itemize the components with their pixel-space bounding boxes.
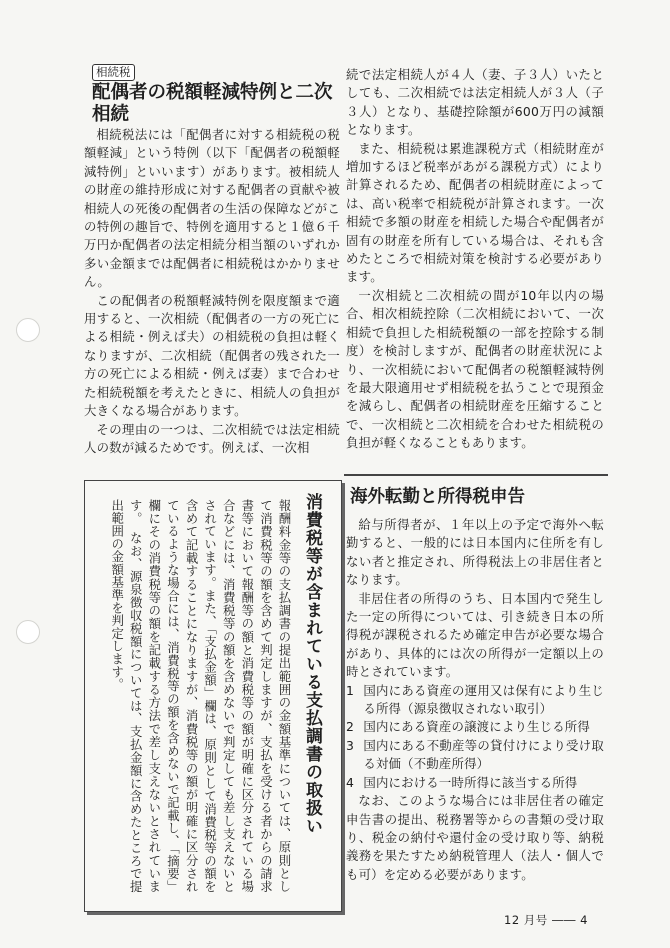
article-title-overseas-transfer: 海外転勤と所得税申告 — [350, 487, 525, 507]
list-number: 4 — [346, 774, 355, 790]
paragraph: また、相続税は累進課税方式（相続財産が増加するほど税率があがる課税方式）により計算されるため、配偶者の相続財産によっては、高い税率で相続税が計算されます。一次相続で多額の財産を相続した場合や配偶者が固有の財産を所有している場合は、それも含めたところで相続対策を検討する必要があります。 — [346, 140, 604, 285]
paragraph: その理由の一つは、二次相続では法定相続人の数が減るためです。例えば、一次相 — [84, 421, 340, 455]
list-item — [346, 774, 604, 792]
income-list — [346, 682, 604, 792]
article1-left-column — [84, 126, 340, 457]
list-item — [346, 718, 604, 736]
list-number: 2 — [346, 719, 355, 735]
article-title-spousal-tax: 配偶者の税額軽減特例と二次相続 — [92, 82, 333, 125]
paragraph: この配偶者の税額軽減特例を限度額まで適用すると、一次相続（配偶者の一方の死亡による相続・例えば夫）の相続税の負担は軽くなりますが、二次相続（配偶者の残された一方の死亡による相続・例えば妻）まで合わせた相続税額を考えたときに、相続人の負担が大きくなる場合があります。 — [84, 292, 340, 419]
list-text: 国内における一時所得に該当する所得 — [363, 774, 578, 790]
paragraph: 非居住者の所得のうち、日本国内で発生した一定の所得については、引き続き日本の所得税が課税されるため確定申告が必要な場合があり、具体的には次の所得が一定額以上の時とされています。 — [346, 590, 604, 680]
paragraph: 一次相続と二次相続の間が10年以内の場合、相次相続控除（二次相続において、一次相続で負担した相続税額の一部を控除する制度）を検討しますが、配偶者の財産状況により、一次相続において配偶者の税額軽減特例を最大限適用せず相続税を払うことで現預金を減らし、配偶者の相続財産を圧縮することで、一次相続と二次相続を合わせた相続税の負担が軽くなることもあります。 — [346, 287, 604, 451]
list-text: 国内にある資産の運用又は保有により生じる所得（源泉徴収されない取引） — [363, 682, 604, 717]
binder-hole-bottom — [16, 620, 40, 644]
list-number: 3 — [346, 737, 355, 753]
article3-column — [346, 516, 604, 884]
payment-report-box — [84, 480, 342, 912]
article2-body: 報酬料金等の支払調書の提出範囲の金額基準については、原則として消費税等の額を含めて判定しますが、支払を受ける者からの請求書等において報酬等の額と消費税等の額が明確に区分されている場合などには、消費税等の額を含めないで判定しても差し支えないとされています。また、「支払金額」欄は、原則として消費税等の額を含めて記載することになりますが、消費税等の額が明確に区分されているような場合には、消費税等の額を含めないで記載し、「摘要」欄にその消費税等の額を記載する方法で差し支えないとされています。 なお、源泉徴収税額については、支払金額に含めたところで提出範囲の金額基準を判定します。 — [109, 499, 292, 893]
article-title-payment-report: 消費税等が含まれている支払調書の取扱い — [302, 493, 322, 835]
list-text: 国内にある不動産等の貸付けにより受け取る対価（不動産所得） — [363, 737, 604, 772]
paragraph: 続で法定相続人が４人（妻、子３人）いたとしても、二次相続では法定相続人が３人（子３人）となり、基礎控除額が600万円の減額となります。 — [346, 67, 604, 138]
section-divider — [344, 474, 608, 476]
binder-hole-top — [16, 318, 40, 342]
list-number: 1 — [346, 682, 355, 698]
paragraph: 相続税法には「配偶者に対する相続税の税額軽減」という特例（以下「配偶者の税額軽減特例」といいます）があります。被相続人の財産の維持形成に対する配偶者の貢献や被相続人の死後の配偶者の生活の保障などがこの特例の趣旨で、特例を適用すると１億６千万円か配偶者の法定相続分相当額のいずれか多い金額までは配偶者に相続税はかかりません。 — [84, 127, 340, 290]
list-item — [346, 737, 604, 774]
article1-right-column — [346, 66, 604, 453]
list-item — [346, 682, 604, 719]
category-tag: 相続税 — [92, 64, 135, 81]
list-text: 国内にある資産の譲渡により生じる所得 — [363, 719, 590, 735]
paragraph: 給与所得者が、１年以上の予定で海外へ転勤すると、一般的には日本国内に住所を有しない者と推定され、所得税法上の非居住者となります。 — [346, 517, 604, 588]
page-footer: 12 月号 ―― 4 — [504, 913, 588, 927]
paragraph: なお、このような場合には非居住者の確定申告書の提出、税務署等からの書類の受け取り、税金の納付や還付金の受け取り等、納税義務を果たすため納税管理人（法人・個人でも可）を定める必要があります。 — [346, 793, 604, 882]
